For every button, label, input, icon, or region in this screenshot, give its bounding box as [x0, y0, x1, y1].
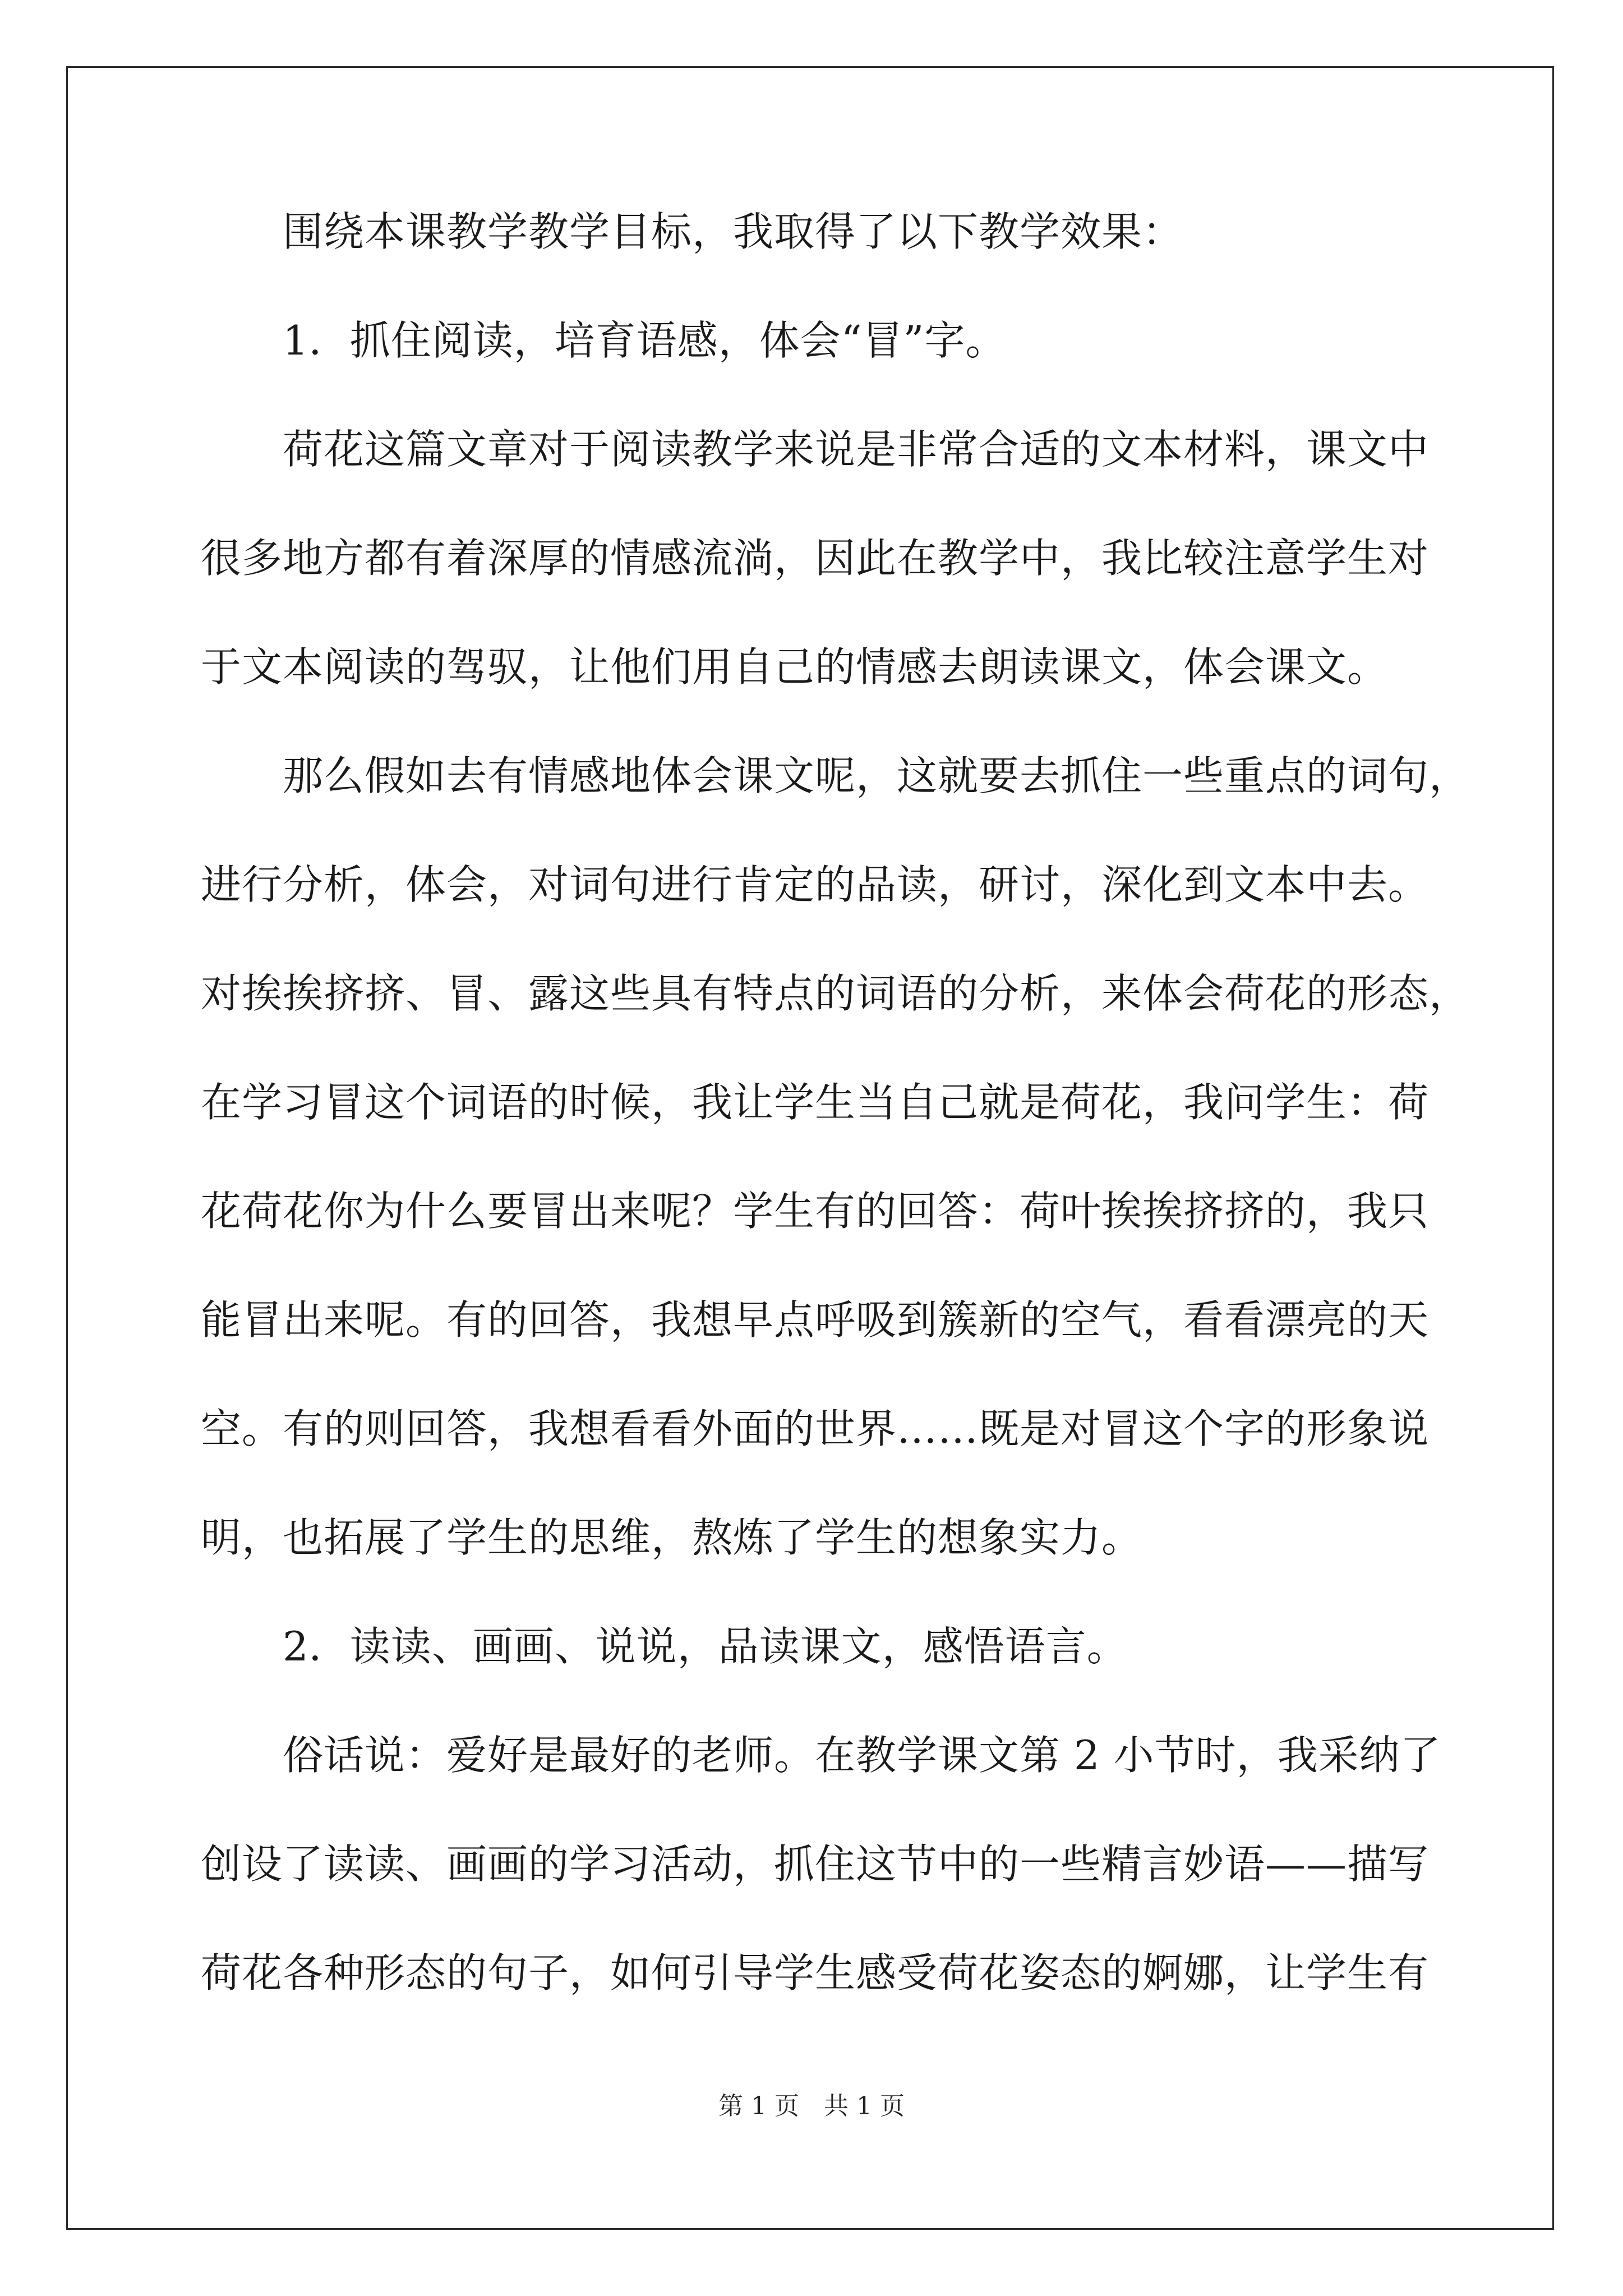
text-line: 俗话说：爱好是最好的老师。在教学课文第 2 小节时，我采纳了	[201, 1732, 1441, 1779]
text-line: 很多地方都有着深厚的情感流淌，因此在教学中，我比较注意学生对	[201, 535, 1430, 582]
text-line: 明，也拓展了学生的思维，熬炼了学生的想象实力。	[201, 1514, 1143, 1561]
text-line: 空。有的则回答，我想看看外面的世界……既是对冒这个字的形象说	[201, 1405, 1430, 1452]
page-border	[66, 66, 1554, 2230]
text-line: 在学习冒这个词语的时候，我让学生当自己就是荷花，我问学生：荷	[201, 1079, 1430, 1126]
text-line: 创设了读读、画画的学习活动，抓住这节中的一些精言妙语——描写	[201, 1841, 1430, 1888]
text-line: 围绕本课教学教学目标，我取得了以下教学效果：	[201, 208, 1184, 255]
text-line: 进行分析，体会，对词句进行肯定的品读，研讨，深化到文本中去。	[201, 861, 1430, 908]
text-line: 对挨挨挤挤、冒、露这些具有特点的词语的分析，来体会荷花的形态，	[201, 970, 1470, 1017]
text-line: 于文本阅读的驾驭，让他们用自己的情感去朗读课文，体会课文。	[201, 643, 1389, 691]
text-line: 荷花各种形态的句子，如何引导学生感受荷花姿态的婀娜，让学生有	[201, 1949, 1430, 1996]
text-line: 能冒出来呢。有的回答，我想早点呼吸到簇新的空气，看看漂亮的天	[201, 1296, 1430, 1343]
text-line: 那么假如去有情感地体会课文呢，这就要去抓住一些重点的词句，	[201, 752, 1470, 799]
text-line: 2．读读、画画、说说，品读课文，感悟语言。	[201, 1623, 1128, 1670]
text-line: 1．抓住阅读，培育语感，体会“冒”字。	[201, 317, 1007, 364]
page-number-footer: 第 1 页 共 1 页	[718, 2092, 905, 2120]
text-line: 荷花这篇文章对于阅读教学来说是非常合适的文本材料，课文中	[201, 426, 1430, 473]
text-line: 花荷花你为什么要冒出来呢？学生有的回答：荷叶挨挨挤挤的，我只	[201, 1188, 1430, 1235]
